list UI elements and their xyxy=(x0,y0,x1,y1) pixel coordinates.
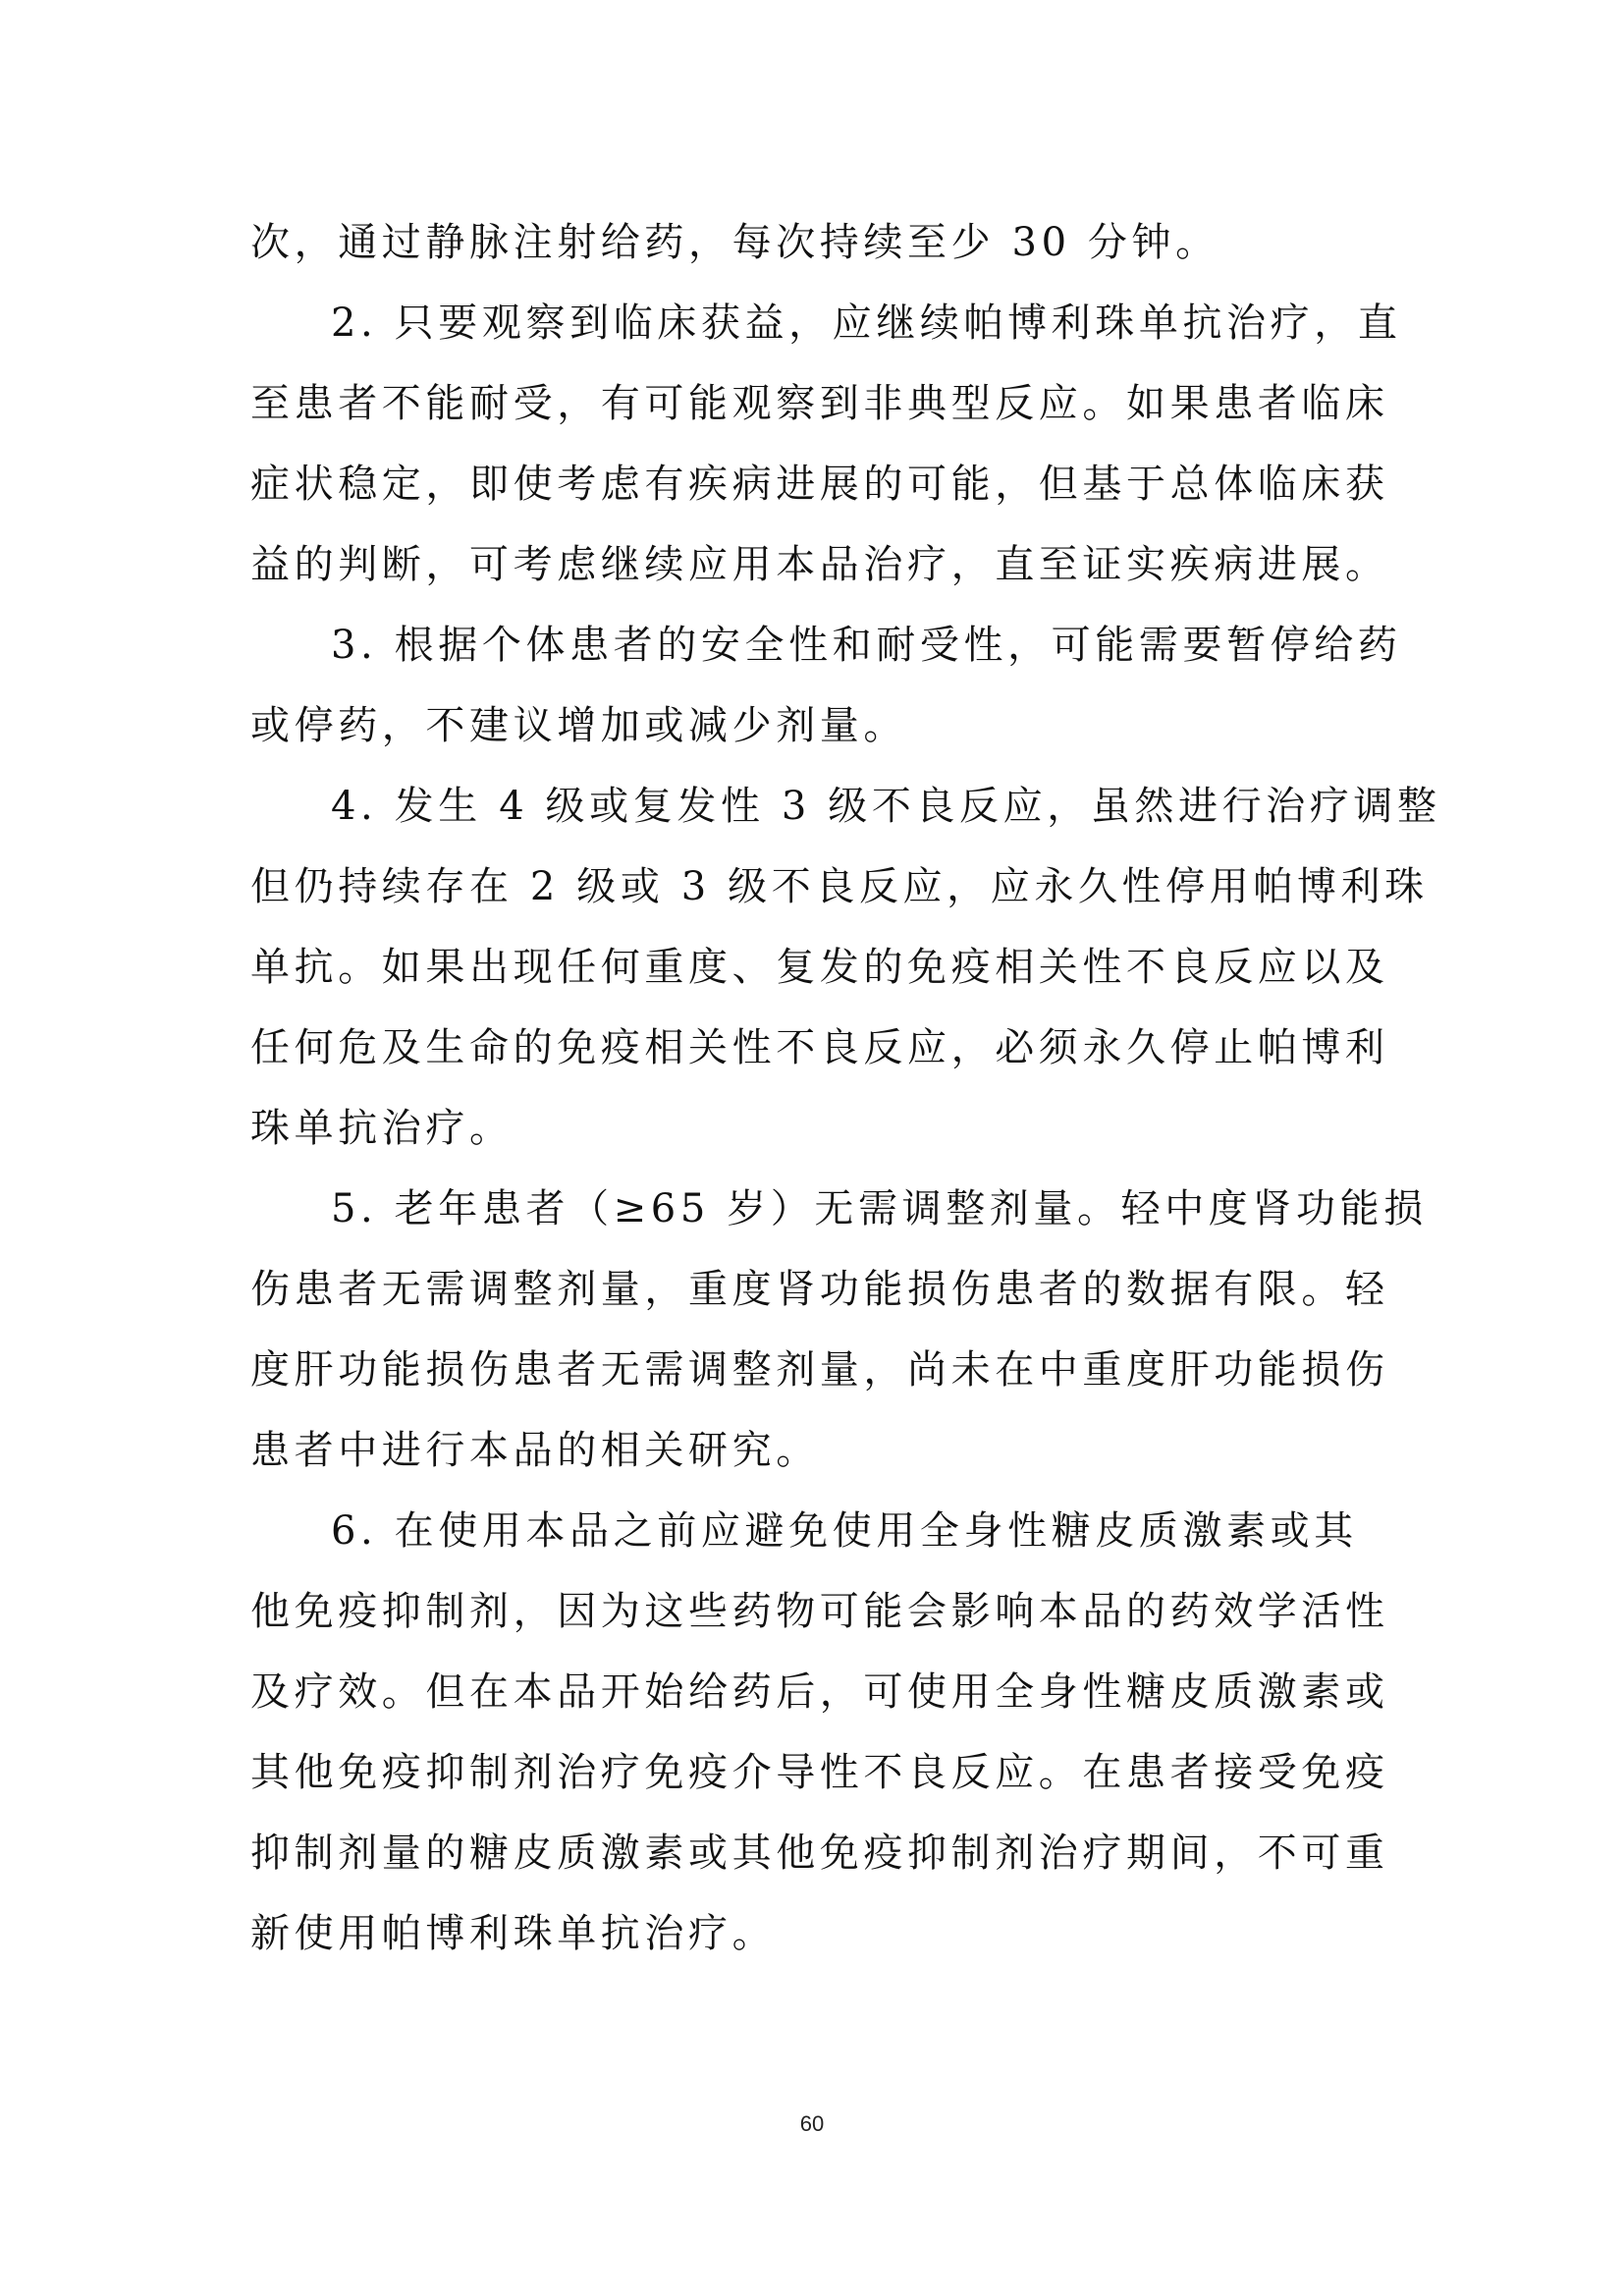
text-line: 单抗。如果出现任何重度、复发的免疫相关性不良反应以及 xyxy=(250,945,1389,990)
text-line: 他免疫抑制剂，因为这些药物可能会影响本品的药效学活性 xyxy=(250,1589,1389,1634)
paragraph-item-3 xyxy=(250,605,1402,766)
text-line: 任何危及生命的免疫相关性不良反应，必须永久停止帕博利 xyxy=(250,1025,1389,1070)
text-line: 度肝功能损伤患者无需调整剂量，尚未在中重度肝功能损伤 xyxy=(250,1347,1389,1393)
paragraph-item-4 xyxy=(250,766,1441,1169)
text-line: 至患者不能耐受，有可能观察到非典型反应。如果患者临床 xyxy=(250,381,1389,426)
text-line: 次，通过静脉注射给药，每次持续至少 30 分钟。 xyxy=(250,220,1219,265)
text-line: 益的判断，可考虑继续应用本品治疗，直至证实疾病进展。 xyxy=(250,542,1389,587)
text-line: 珠单抗治疗。 xyxy=(250,1106,514,1151)
document-body xyxy=(250,202,1441,1974)
text-line: 但仍持续存在 2 级或 3 级不良反应，应永久性停用帕博利珠 xyxy=(250,864,1429,909)
text-line: 其他免疫抑制剂治疗免疫介导性不良反应。在患者接受免疫 xyxy=(250,1750,1389,1795)
text-line: 5. 老年患者（≥65 岁）无需调整剂量。轻中度肾功能损 xyxy=(331,1186,1428,1231)
text-line: 新使用帕博利珠单抗治疗。 xyxy=(250,1911,777,1956)
text-line: 患者中进行本品的相关研究。 xyxy=(250,1428,820,1473)
text-line: 及疗效。但在本品开始给药后，可使用全身性糖皮质激素或 xyxy=(250,1669,1389,1715)
paragraph-continuation xyxy=(250,202,1389,283)
text-line: 6. 在使用本品之前应避免使用全身性糖皮质激素或其 xyxy=(331,1508,1358,1554)
text-line: 2. 只要观察到临床获益，应继续帕博利珠单抗治疗，直 xyxy=(331,301,1402,346)
paragraph-item-5 xyxy=(250,1169,1428,1491)
page-number: 60 xyxy=(799,2111,825,2136)
text-line: 伤患者无需调整剂量，重度肾功能损伤患者的数据有限。轻 xyxy=(250,1267,1389,1312)
text-line: 抑制剂量的糖皮质激素或其他免疫抑制剂治疗期间，不可重 xyxy=(250,1831,1389,1876)
text-line: 3. 根据个体患者的安全性和耐受性，可能需要暂停给药 xyxy=(331,623,1402,668)
paragraph-item-6 xyxy=(250,1491,1389,1974)
paragraph-item-2 xyxy=(250,283,1402,605)
text-line: 4. 发生 4 级或复发性 3 级不良反应，虽然进行治疗调整 xyxy=(331,784,1441,829)
text-line: 症状稳定，即使考虑有疾病进展的可能，但基于总体临床获 xyxy=(250,462,1389,507)
text-line: 或停药，不建议增加或减少剂量。 xyxy=(250,703,907,748)
